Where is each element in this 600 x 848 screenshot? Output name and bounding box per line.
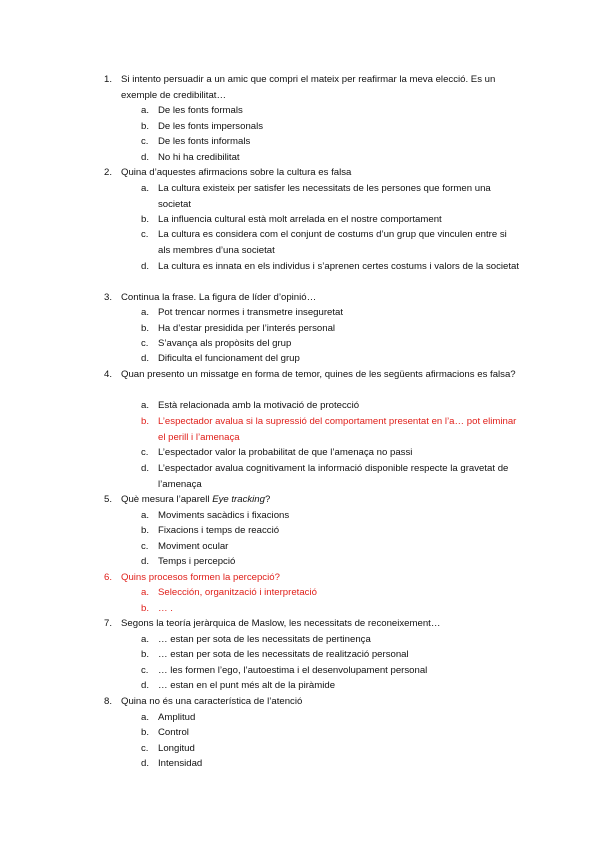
- question-text-part: ?: [264, 494, 271, 505]
- question-text: [121, 492, 524, 508]
- option-letter: a.: [141, 510, 150, 521]
- option-1d: [141, 150, 521, 166]
- option-text: Longitud: [158, 743, 195, 754]
- option-text: Ha d’estar presidida per l’interés personal: [158, 323, 336, 334]
- option-text: … estan per sota de les necessitats de pertinença: [158, 634, 371, 645]
- option-4c: [141, 445, 521, 461]
- option-3d: [141, 351, 521, 367]
- option-letter: b.: [141, 416, 150, 427]
- option-text: La cultura es innata en els individus i s’aprenen certes costums i valors de la societat: [158, 261, 520, 272]
- option-2c: [141, 227, 521, 258]
- option-letter: d.: [141, 463, 150, 474]
- option-text: Moviment ocular: [158, 541, 229, 552]
- option-letter: c.: [141, 743, 149, 754]
- option-letter: d.: [141, 680, 150, 691]
- question-text: Segons la teoría jeràrquica de Maslow, les necessitats de reconeixement…: [121, 618, 441, 629]
- option-8c: [141, 741, 521, 757]
- option-letter: b.: [141, 649, 150, 660]
- question-number: 4.: [104, 369, 113, 380]
- option-1a: [141, 103, 521, 119]
- option-text: No hi ha credibilitat: [158, 152, 240, 163]
- question-7: [104, 616, 524, 632]
- option-text: Fixacions i temps de reacció: [158, 525, 280, 536]
- question-5: [104, 492, 524, 508]
- option-5d: [141, 554, 521, 570]
- option-letter: a.: [141, 634, 150, 645]
- option-letter: b.: [141, 121, 150, 132]
- option-text: La cultura existeix per satisfer les necessitats de les persones que formen una societat: [158, 183, 491, 210]
- option-letter: c.: [141, 665, 149, 676]
- question-6-highlighted: [104, 570, 524, 586]
- option-letter: d.: [141, 152, 150, 163]
- option-4b-highlighted: [141, 414, 521, 445]
- option-text: Amplitud: [158, 712, 196, 723]
- question-8: [104, 694, 524, 710]
- option-letter: c.: [141, 229, 149, 240]
- option-4d: [141, 461, 521, 492]
- question-4: [104, 367, 524, 383]
- option-text: … les formen l’ego, l’autoestima i el desenvolupament personal: [158, 665, 428, 676]
- option-text: Dificulta el funcionament del grup: [158, 353, 300, 364]
- option-text: … estan per sota de les necessitats de realització personal: [158, 649, 409, 660]
- option-letter: c.: [141, 136, 149, 147]
- option-5c: [141, 539, 521, 555]
- option-letter: a.: [141, 587, 150, 598]
- question-text: Quina d’aquestes afirmacions sobre la cultura es falsa: [121, 167, 352, 178]
- option-text: L’espectador avalua si la supressió del comportament presentat en l’a… pot eliminar el perill i l’amenaça: [158, 416, 517, 443]
- question-text-part: Què mesura l’aparell: [121, 494, 213, 505]
- option-5a: [141, 508, 521, 524]
- question-text: Continua la frase. La figura de líder d’opinió…: [121, 292, 317, 303]
- question-number: 5.: [104, 494, 113, 505]
- question-number: 3.: [104, 292, 113, 303]
- option-1b: [141, 119, 521, 135]
- option-2b: [141, 212, 521, 228]
- option-text: S’avança als propòsits del grup: [158, 338, 292, 349]
- option-7a: [141, 632, 521, 648]
- option-text: De les fonts formals: [158, 105, 243, 116]
- option-text: Temps i percepció: [158, 556, 236, 567]
- option-8b: [141, 725, 521, 741]
- question-text: Quan presento un missatge en forma de temor, quines de les següents afirmacions es falsa?: [121, 369, 516, 380]
- option-7c: [141, 663, 521, 679]
- option-text: De les fonts impersonals: [158, 121, 264, 132]
- option-text: La influencia cultural està molt arrelada en el nostre comportament: [158, 214, 442, 225]
- option-letter: c.: [141, 447, 149, 458]
- option-7b: [141, 647, 521, 663]
- question-1: [104, 72, 524, 103]
- option-1c: [141, 134, 521, 150]
- option-7d: [141, 678, 521, 694]
- option-8d: [141, 756, 521, 772]
- option-text: … estan en el punt més alt de la piràmide: [158, 680, 336, 691]
- option-letter: d.: [141, 556, 150, 567]
- option-letter: c.: [141, 541, 149, 552]
- option-letter: b.: [141, 214, 150, 225]
- question-text: Quina no és una característica de l’atenció: [121, 696, 303, 707]
- option-text: Control: [158, 727, 189, 738]
- option-8a: [141, 710, 521, 726]
- option-3a: [141, 305, 521, 321]
- option-letter: a.: [141, 400, 150, 411]
- question-number: 7.: [104, 618, 113, 629]
- option-text: L’espectador valor la probabilitat de que l’amenaça no passi: [158, 447, 413, 458]
- question-text: Si intento persuadir a un amic que compri el mateix per reafirmar la meva elecció. Es un exemple de credibilitat…: [121, 74, 496, 101]
- question-number: 6.: [104, 572, 113, 583]
- option-text: Intensidad: [158, 758, 203, 769]
- option-5b: [141, 523, 521, 539]
- question-number: 1.: [104, 74, 113, 85]
- option-letter: b.: [141, 525, 150, 536]
- option-text: L’espectador avalua cognitivament la informació disponible respecte la gravetat de l’amenaça: [158, 463, 509, 490]
- option-letter: b.: [141, 727, 150, 738]
- option-letter: c.: [141, 338, 149, 349]
- option-2a: [141, 181, 521, 212]
- question-text-italic: Eye tracking: [212, 494, 265, 505]
- option-letter: b.: [141, 603, 150, 614]
- option-text: La cultura es considera com el conjunt de costums d’un grup que vinculen entre si als membres d’una societat: [158, 229, 507, 256]
- question-number: 2.: [104, 167, 113, 178]
- option-letter: b.: [141, 323, 150, 334]
- option-letter: a.: [141, 712, 150, 723]
- option-3c: [141, 336, 521, 352]
- option-3b: [141, 321, 521, 337]
- option-text: Pot trencar normes i transmetre inseguretat: [158, 307, 344, 318]
- option-letter: d.: [141, 758, 150, 769]
- option-6a-highlighted: [141, 585, 521, 601]
- option-text: Selección, organització i interpretació: [158, 587, 317, 598]
- option-2d: [141, 259, 521, 275]
- question-2: [104, 165, 524, 181]
- question-number: 8.: [104, 696, 113, 707]
- option-letter: a.: [141, 183, 150, 194]
- option-text: Moviments sacàdics i fixacions: [158, 510, 290, 521]
- question-text: Quins procesos formen la percepció?: [121, 572, 280, 583]
- option-text: Està relacionada amb la motivació de protecció: [158, 400, 360, 411]
- option-letter: d.: [141, 261, 150, 272]
- option-text: De les fonts informals: [158, 136, 251, 147]
- option-text: … .: [158, 603, 173, 614]
- option-letter: d.: [141, 353, 150, 364]
- option-4a: [141, 398, 521, 414]
- option-letter: a.: [141, 307, 150, 318]
- option-6b-highlighted: [141, 601, 521, 617]
- option-letter: a.: [141, 105, 150, 116]
- question-3: [104, 290, 524, 306]
